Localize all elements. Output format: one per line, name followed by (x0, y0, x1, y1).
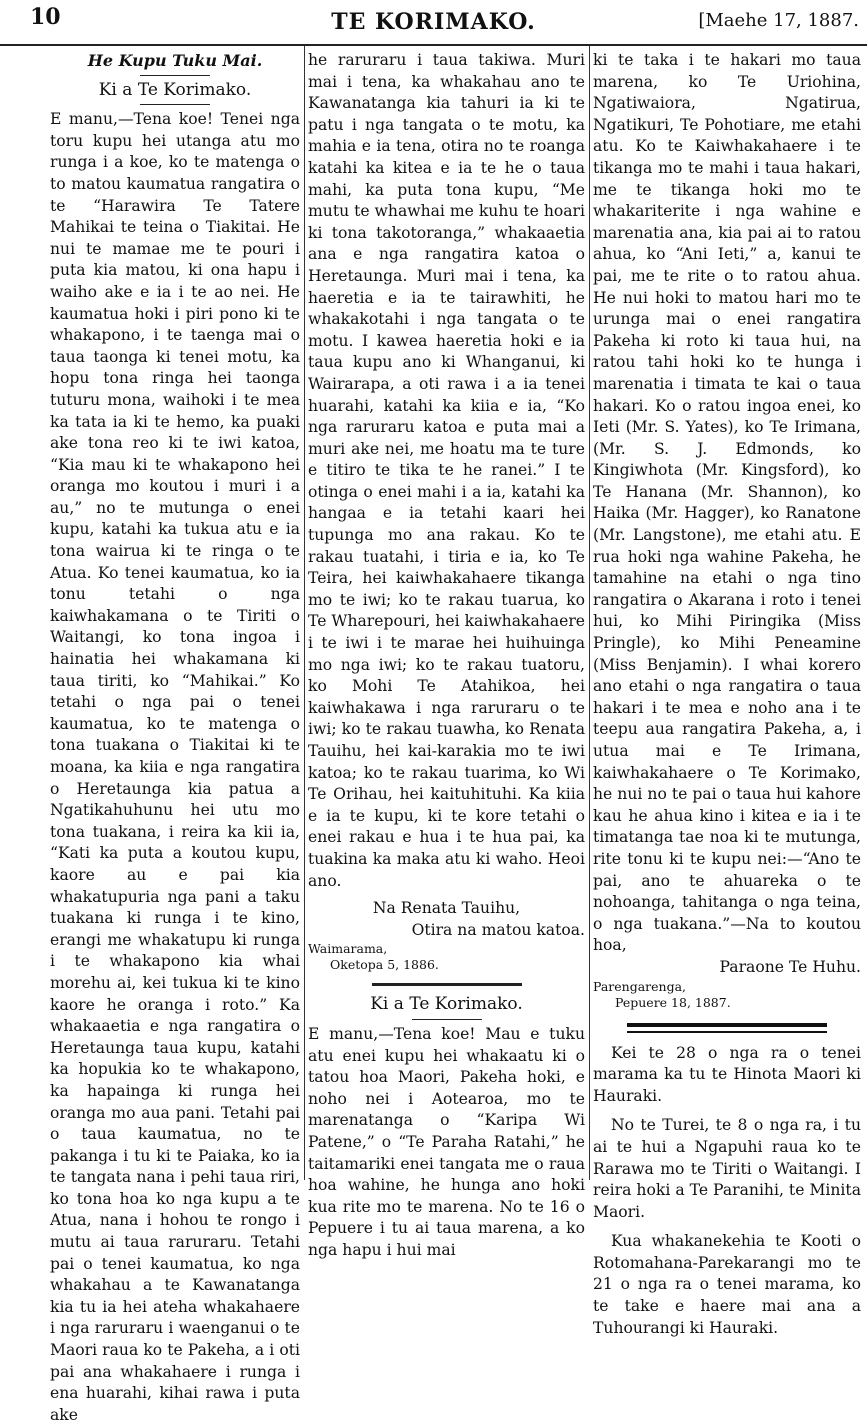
column-2 (308, 50, 585, 1261)
divider (372, 983, 522, 986)
divider (140, 104, 210, 105)
letter-body: ki te taka i te hakari mo taua marena, ko Te Uriohina, Ngatiwaiora, Ngatirua, Ngatikuri, Te Pohotiare, me etahi atu. Ko te Kaiwhakahaere i te tikanga mo te mahi i taua hakari, me te tikanga hoki mo te whakariterite i nga wahine e marenatia ana, kia pai ai to ratou ahua, ko “Ani Ieti,” a, kanui te pai, me te rite o to ratou ahua. He nui hoki to matou hari mo te urunga mai o enei rangatira Pakeha ki roto ki taua hui, na ratou tahi hoki ko te hunga i marenatia i timata te kai o taua hakari. Ko o ratou ingoa enei, ko Ieti (Mr. S. Yates), ko Te Irimana, (Mr. S. J. Edmonds, ko Kingiwhota (Mr. Kingsford), ko Te Hanana (Mr. Shannon), ko Haika (Mr. Hagger), ko Ranatone (Mr. Langstone), me etahi atu. E rua hoki nga wahine Pakeha, he tamahine na etahi o nga tino rangatira o Akarana i roto i tenei hui, ko Mihi Piringika (Miss Pringle), ko Mihi Peneamine (Miss Benjamin). I whai korero ano etahi o nga rangatira o taua hakari i te mea e noho ana i te teepu aua rangatira Pakeha, a, i utua mai e Te Irimana, kaiwhakahaere o Te Korimako, he nui no te pai o taua hui kahore kau he ahua kino i kitea e ia i te timatanga tae noa ki te mutunga, rite tonu ki te kupu nei:—“Ano te pai, ano te ahuareka o te nohoanga, tahitanga o nga teina, o nga tuakana.”—Na to koutou hoa, (593, 51, 861, 955)
news-item: Kei te 28 o nga ra o tenei marama ka tu te Hinota Maori ki Hauraki. (593, 1043, 861, 1105)
divider (627, 1023, 827, 1027)
column-rule-left (304, 46, 305, 1180)
letter-body: E manu,—Tena koe! Tenei nga toru kupu hei utanga atu mo runga i a koe, ko te matenga o to matou kaumatua rangatira o te “Harawira Te Tatere Mahikai te teina o Tiakitai. He nui te mamae me te pouri i puta kia matou, ki ona hapu i waiho ake e ia i te ao nei. He kaumatua hoki i piri pono ki te whakapono, i te taenga mai o taua taonga ki tenei motu, ka hopu tona ringa hei taonga tuturu mona, waihoki i te mea ka tata ia ki te hemo, ka puaki ake tona reo ki te iwi katoa, “Kia mau ki te whakapono hei oranga mo koutou i muri i a au,” no te mutunga o enei kupu, katahi ka tukua atu e ia tona wairua ki te ringa o te Atua. Ko tenei kaumatua, ko ia tonu tetahi o nga kaiwhakamana o te Tiriti o Waitangi, ko tona ingoa i hainatia hei whakamana ki taua tiriti, ko “Mahikai.” Ko tetahi o nga pai o tenei kaumatua, ko te matenga o tona tuakana o Tiakitai ki te moana, ka kiia e nga rangatira o Heretaunga kia patua a Ngatikahuhunu hei utu mo tona tuakana, i reira ka kii ia, “Kati ka puta a koutou kupu, kaore au e pai kia whakatupuria nga pani a taku tuakana ki runga i te kino, erangi me whakatupu ki runga i te whakapono kia whai morehu ai, kei tukua ki te kino kaore he oranga i roto.” Ka whakaaetia e nga rangatira o Heretaunga taua kupu, katahi ka hopukia ko te whakapono, ka hapainga ki runga hei oranga mo aua pani. Tetahi pai o taua kaumatua, no te pakanga i tu ki te Paiaka, ko ia te tangata nana i pehi taua riri, ko tona hoa ko nga kupu a te Atua, nana i hohou te rongo i mutu ai taua raruraru. Tetahi pai o tenei kaumatua, ko nga whakahau a te Kawanatanga kia tu ia hei ateha whakahaere i nga raruraru i waenganui o te Maori raua ko te Pakeha, a i oti pai ana whakahaere i runga i ena huarahi, kihai rawa i puta ake (50, 110, 300, 1424)
letter-heading: Ki a Te Korimako. (370, 994, 523, 1015)
dateline-date: Pepuere 18, 1887. (615, 994, 731, 1010)
letter-heading: Ki a Te Korimako. (98, 79, 252, 100)
column-3 (593, 50, 861, 1339)
signature: Paraone Te Huhu. (719, 957, 861, 976)
news-item: No te Turei, te 8 o nga ra, i tu ai te hui a Ngapuhi raua ko te Rarawa mo te Tiriti o Waitangi. I reira hoki a Te Paranihi, te Minita Maori. (593, 1116, 861, 1221)
section-title: He Kupu Tuku Mai. (87, 51, 263, 70)
page-number: 10 (30, 4, 61, 30)
page-header (0, 0, 867, 46)
dateline-place: Parengarenga, (593, 978, 687, 994)
divider (412, 1019, 482, 1020)
column-1 (50, 50, 300, 1426)
letter-body: E manu,—Tena koe! Mau e tuku atu enei kupu hei whakaatu ki o tatou hoa Maori, Pakeha hoki, e noho nei i Aotearoa, mo te marenatanga o “Karipa Wi Patene,” o “Te Paraha Ratahi,” he taitamariki enei tangata me o raua hoa wahine, he hunga ano hoki kua rite mo te marena. No te 16 o Pepuere i tu ai taua marena, a ko nga hapu i hui mai (308, 1024, 585, 1259)
signature: Otira na matou katoa. (411, 920, 585, 939)
dateline-date: Oketopa 5, 1886. (330, 957, 439, 973)
signature: Na Renata Tauihu, (372, 899, 521, 918)
news-item: Kua whakanekehia te Kooti o Rotomahana-Parekarangi mo te 21 o nga ra o tenei marama, ko te take e haere mai ana a Tuhourangi ki Hauraki. (593, 1232, 861, 1337)
divider (627, 1031, 827, 1033)
newspaper-title: TE KORIMAKO. (331, 9, 536, 35)
issue-date: [Maehe 17, 1887. (698, 10, 859, 31)
column-rule-right (589, 46, 590, 1180)
dateline-place: Waimarama, (308, 941, 388, 957)
divider (140, 75, 210, 76)
letter-body: he raruraru i taua takiwa. Muri mai i tena, ka whakahau ano te Kawanatanga kia tahuri ia ki te patu i nga tangata o te motu, ka mahia e ia tena, otira no te roanga katahi ka kitea e ia te he o taua mahi, ka puta tona kupu, “Me mutu te whawhai me kuhu te hoari ki tona takotoranga,” whakaaetia ana e nga rangatira katoa o Heretaunga. Muri mai i tena, ka haeretia e ia te tairawhiti, he whakakotahi i nga tangata o te motu. I kawea haeretia hoki e ia taua kupu ano ki Whanganui, ki Wairarapa, a oti rawa i a ia tenei huarahi, katahi ka kiia e ia, “Ko nga raruraru katoa e puta mai a muri ake nei, me hoatu ma te ture e titiro te tika te he ranei.” I te otinga o enei mahi i a ia, katahi ka hangaa e ia tetahi kaari hei tupunga mo ana rakau. Ko te rakau tuatahi, i tiria e ia, ko Te Teira, hei kaiwhakahaere tikanga mo te iwi; ko te rakau tuarua, ko Te Wharepouri, hei kaiwhakahaere i te iwi i te marae hei huihuinga mo nga iwi; ko te rakau tuatoru, ko Mohi Te Atahikoa, hei kaiwhakawa i nga raruraru o te iwi; ko te rakau tuawha, ko Renata Tauihu, hei kai-karakia mo te iwi katoa; ko te rakau tuarima, ko Wi Te Orihau, hei kaituhituhi. Ka kiia e ia te kupu, ki te kore tetahi o enei rakau e hua i te hua pai, ka tuakina ka maka atu ki waho. Heoi ano. (308, 51, 585, 890)
